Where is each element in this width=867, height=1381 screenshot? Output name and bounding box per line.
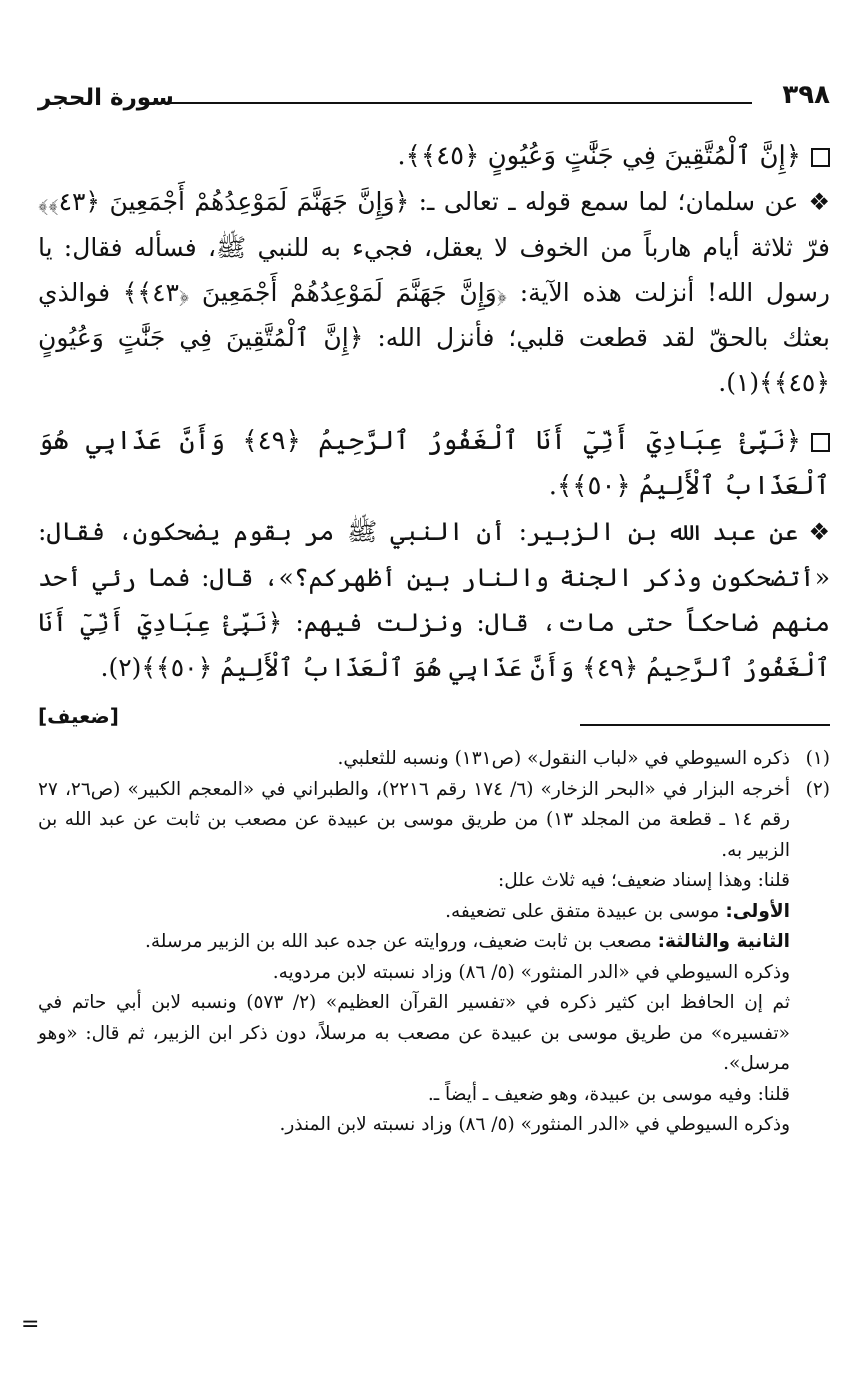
verse-paragraph (38, 134, 830, 179)
footnote-line-text: مصعب بن ثابت ضعيف، وروايته عن جده عبد الله بن الزبير مرسلة. (144, 931, 652, 952)
star-ornament-icon: ❖ (808, 188, 830, 216)
footnote-line (38, 897, 790, 928)
footnote-line: وذكره السيوطي في «الدر المنثور» (٥/ ٨٦) وزاد نسبته لابن المنذر. (279, 1114, 790, 1135)
footnote-label-second-third: الثانية والثالثة: (657, 931, 790, 952)
footnote-line: وذكره السيوطي في «الدر المنثور» (٥/ ٨٦) وزاد نسبته لابن مردويه. (272, 961, 790, 983)
footnotes (38, 744, 830, 1141)
narration-text-continued: فسأله فقال: يا رسول الله! أنزلت هذه الآية: ﴿وَإِنَّ جَهَنَّمَ لَمَوْعِدُهُمْ أَجْمَعِينَ ﴿٤٣﴾﴾ فوالذي بعثك بالحقّ لقد قطعت قلبي؛ فأنزل الله: ﴿إِنَّ ٱلْمُتَّقِينَ فِي جَنَّٰتٍ وَعُيُونٍ ﴿٤٥﴾﴾(١). (38, 233, 831, 397)
narration-text: عن عبد الله بن الزبير: أن النبي ﷺ مر بقوم يضحكون، فقال: «أتضحكون وذكر الجنة والنار بين أظهركم؟»، قال: فما رئي أحد منهم ضاحكاً حتى مات، قال: ونزلت فيهم: ﴿نَبِّئْ عِبَادِيٓ أَنِّيٓ أَنَا ٱلْغَفُورُ ٱلرَّحِيمُ ﴿٤٩﴾ وَأَنَّ عَذَابِي هُوَ ٱلْعَذَابُ ٱلْأَلِيمُ ﴿٥٠﴾﴾(٢). (38, 517, 830, 682)
book-page (38, 60, 830, 1141)
narration-paragraph (38, 509, 830, 728)
footnote-separator (580, 724, 830, 726)
page-number: ٣٩٨ (782, 80, 830, 110)
footnote-line: قلنا: وفيه موسى بن عبيدة، وهو ضعيف ـ أيضاً ـ. (427, 1083, 790, 1105)
footnote-text: أخرجه البزار في «البحر الزخار» (٦/ ١٧٤ رقم ٢٢١٦)، والطبراني في «المعجم الكبير» (ص٢٦، ٢٧ رقم ١٤ ـ قطعة من المجلد ١٣) من طريق موسى بن عبيدة عن مصعب بن ثابت عن عبد الله بن الزبير به. (38, 778, 790, 861)
section-verse-49-50 (38, 419, 830, 728)
header-rule (158, 102, 752, 104)
verse-paragraph (38, 419, 830, 509)
narration-paragraph (38, 179, 830, 405)
footnote-line (38, 927, 790, 958)
footnote-number: (٢) (805, 778, 830, 800)
square-box-icon (811, 433, 830, 452)
verse-text: ﴿نَبِّئْ عِبَادِيٓ أَنِّيٓ أَنَا ٱلْغَفُورُ ٱلرَّحِيمُ ﴿٤٩﴾ وَأَنَّ عَذَابِي هُوَ ٱلْعَذَابُ ٱلْأَلِيمُ ﴿٥٠﴾﴾. (38, 426, 830, 501)
section-verse-45 (38, 134, 830, 405)
continuation-mark: = (21, 1312, 40, 1337)
footnote-number: (١) (805, 748, 830, 769)
footnote-line: ثم إن الحافظ ابن كثير ذكره في «تفسير القرآن العظيم» (٢/ ٥٧٣) ونسبه لابن أبي حاتم في «تفسيره» من طريق موسى بن عبيدة عن مصعب به مرسلاً، دون ذكر ابن الزبير، ثم قال: «وهو مرسل». (38, 992, 790, 1074)
grade-label: [ضعيف] (38, 704, 119, 728)
footnote-line-text: موسى بن عبيدة متفق على تضعيفه. (445, 900, 720, 922)
footnote-1 (38, 744, 830, 775)
surah-name: سورة الحجر (38, 85, 174, 111)
footnote-line: قلنا: وهذا إسناد ضعيف؛ فيه ثلاث علل: (498, 870, 790, 891)
star-ornament-icon: ❖ (808, 518, 830, 546)
footnote-2 (38, 775, 830, 867)
footnote-text: ذكره السيوطي في «لباب النقول» (ص١٣١) ونسبه للثعلبي. (337, 748, 790, 769)
square-box-icon (811, 148, 830, 167)
page-header (38, 60, 830, 116)
verse-text: ﴿إِنَّ ٱلْمُتَّقِينَ فِي جَنَّٰتٍ وَعُيُونٍ ﴿٤٥﴾﴾. (397, 141, 801, 171)
narration-text: عن سلمان؛ لما سمع قوله ـ تعالى ـ: ﴿وَإِنَّ جَهَنَّمَ لَمَوْعِدُهُمْ أَجْمَعِينَ ﴿٤٣﴾﴾ فرّ ثلاثة أيام هارباً من الخوف لا يعقل، فجيء به للنبي ﷺ، (38, 187, 830, 262)
footnote-label-first: الأولى: (725, 900, 790, 922)
